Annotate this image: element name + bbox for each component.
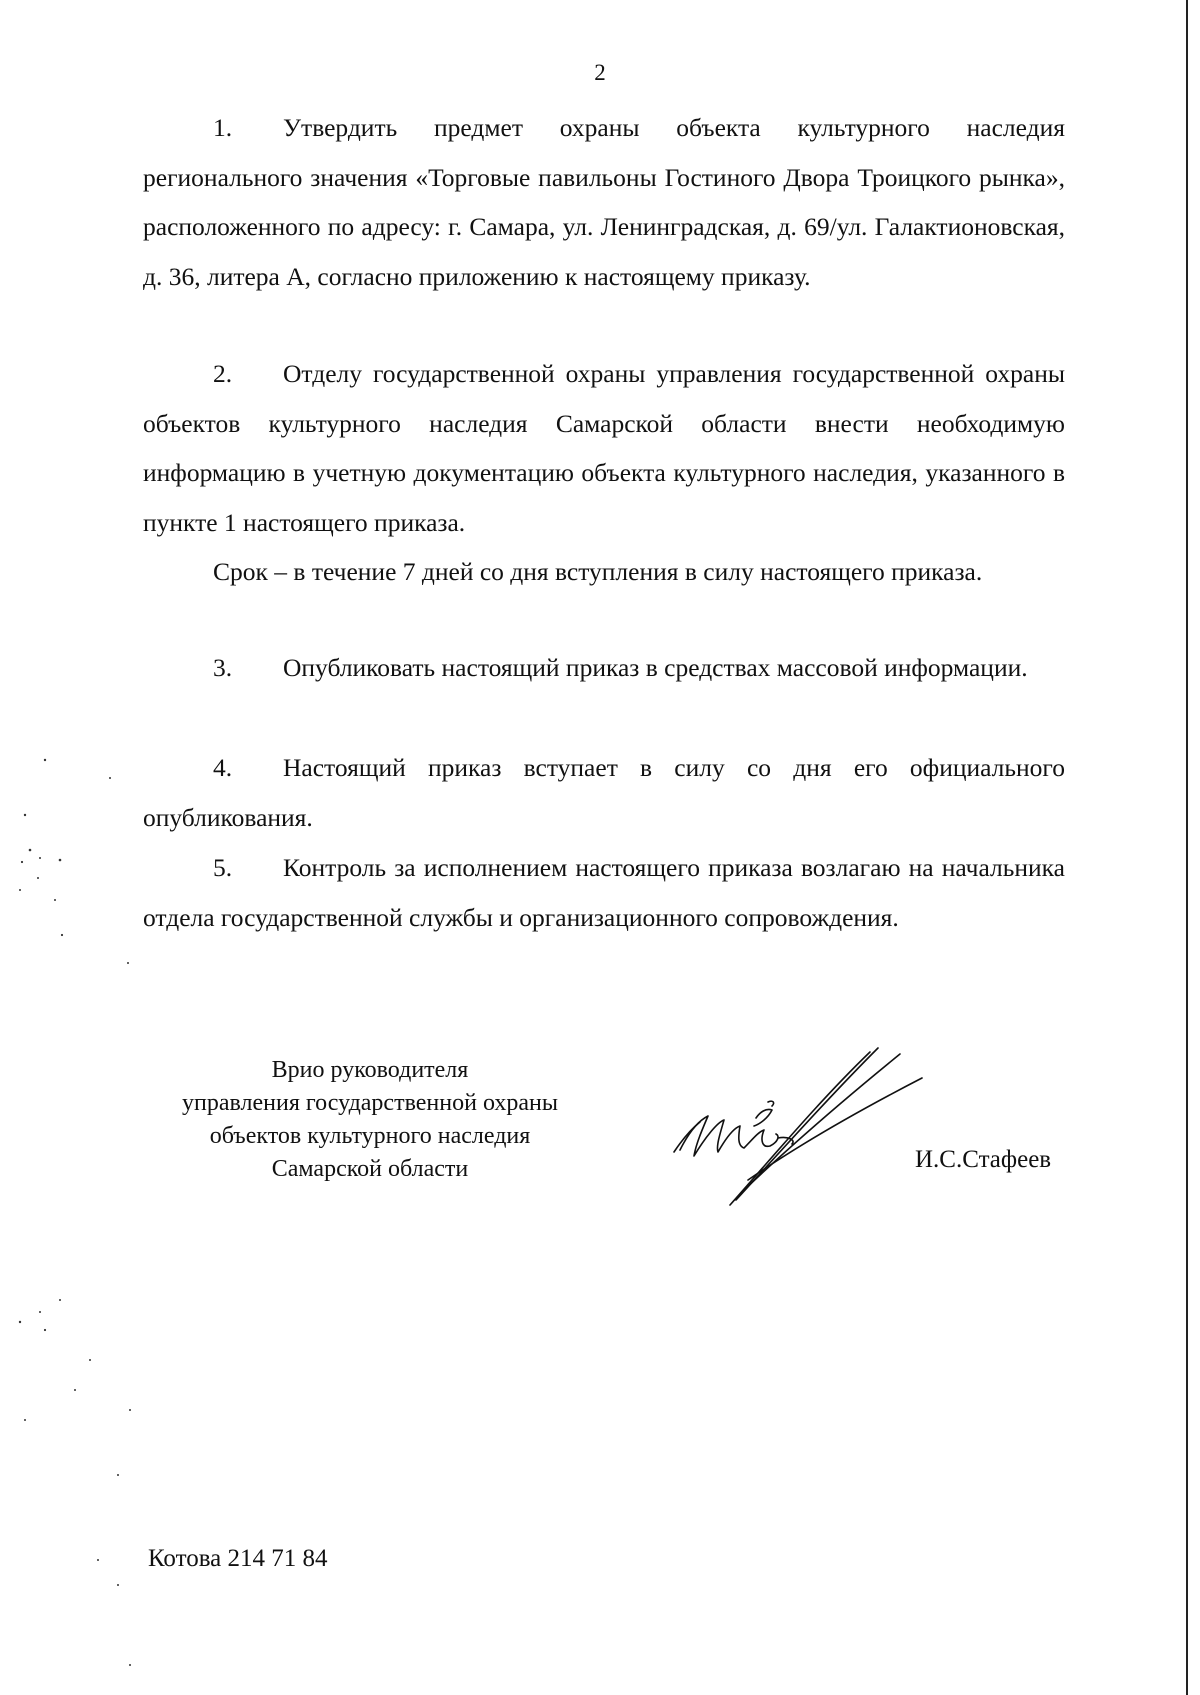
item-number: 2. (213, 359, 233, 388)
item-text: Опубликовать настоящий приказ в средствах массовой информации. (283, 653, 1028, 682)
order-item-paragraph (143, 643, 1065, 693)
signer-title-line: Врио руководителя (271, 1057, 469, 1083)
order-item-paragraph (143, 843, 1065, 942)
item-number: 1. (213, 113, 233, 142)
item-text: Настоящий приказ вступает в силу со дня его официального опубликования. (143, 753, 1065, 832)
item-number: 3. (213, 653, 233, 682)
order-item-paragraph (143, 349, 1065, 547)
signer-title-line: объектов культурного наследия (209, 1123, 531, 1149)
deadline-text: Срок – в течение 7 дней со дня вступления в силу настоящего приказа. (213, 557, 983, 586)
order-item-1 (143, 103, 1065, 301)
order-item-3 (143, 643, 1065, 693)
order-item-paragraph (143, 103, 1065, 301)
page-number: 2 (594, 60, 606, 85)
order-item-4 (143, 743, 1065, 842)
signer-title-line: Самарской области (271, 1156, 469, 1182)
scan-edge-line (1186, 0, 1188, 1695)
order-item-paragraph (143, 743, 1065, 842)
order-item-2 (143, 349, 1065, 597)
item-number: 4. (213, 753, 233, 782)
signer-name: И.С.Стафеев (915, 1146, 1052, 1173)
item-text: Отделу государственной охраны управления государственной охраны объектов культурного наследия Самарской области внести необходимую информацию в учетную документацию объекта культурного наследия, указанного в пункте 1 настоящего приказа. (143, 359, 1065, 537)
item-number: 5. (213, 853, 233, 882)
signer-title-line: управления государственной охраны (182, 1090, 558, 1116)
handwritten-signature (660, 1040, 930, 1210)
contact-line: Котова 214 71 84 (148, 1545, 328, 1572)
scan-specks (0, 0, 140, 1695)
item-text: Контроль за исполнением настоящего приказа возлагаю на начальника отдела государственной службы и организационного сопровождения. (143, 853, 1065, 932)
order-item-5 (143, 843, 1065, 942)
item-text: Утвердить предмет охраны объекта культурного наследия регионального значения «Торговые павильоны Гостиного Двора Троицкого рынка», расположенного по адресу: г. Самара, ул. Ленинградская, д. 69/ул. Галактионовская, д. 36, литера А, согласно приложению к настоящему приказу. (143, 113, 1065, 291)
signer-title (145, 1054, 595, 1186)
